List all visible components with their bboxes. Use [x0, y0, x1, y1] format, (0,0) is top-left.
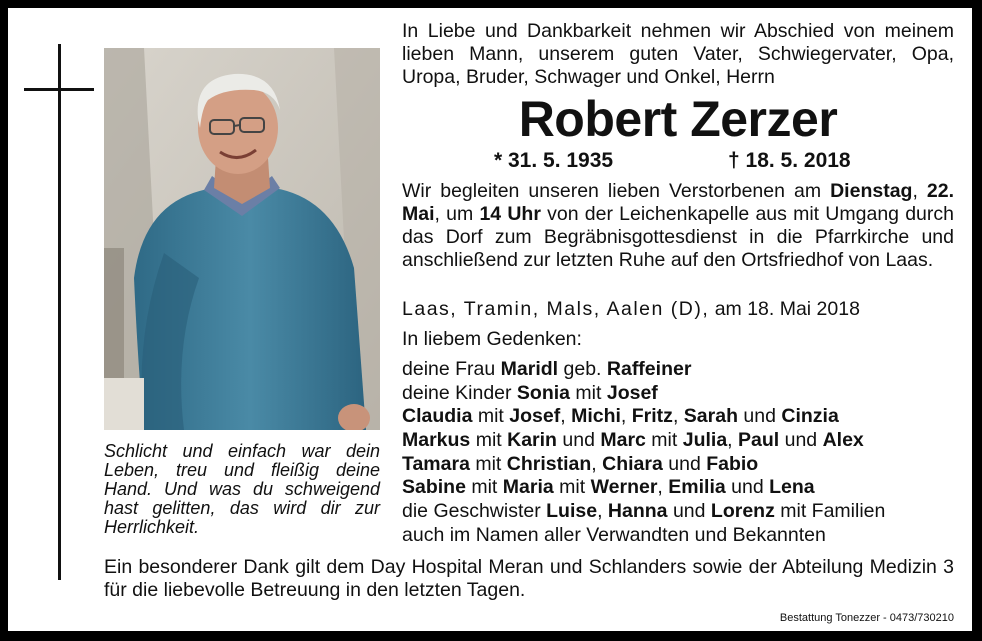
funeral-text: Wir begleiten unseren lieben Verstorbenen am [402, 180, 831, 202]
funeral-time: 14 Uhr [479, 203, 541, 225]
mourner-text: mit [465, 476, 503, 499]
cross-icon-bar [24, 88, 94, 91]
obituary-card [8, 8, 972, 631]
memory-heading: In liebem Gedenken: [402, 328, 582, 350]
mourner-name: Josef [509, 405, 561, 428]
undertaker-credit: Bestattung Tonezzer - 0473/730210 [779, 612, 954, 624]
mourner-line [402, 500, 954, 524]
thanks-text: Ein besonderer Dank gilt dem Day Hospital Meran und Schlanders sowie der Abteilung Medizin 3 für die liebevolle Betreuung in den letzten Tagen. [104, 556, 954, 601]
mourner-text: auch im Namen aller Verwandten und Bekannten [402, 523, 826, 546]
mourner-name: Maridl [500, 358, 559, 380]
mourner-text: , [597, 500, 608, 523]
mourner-name: Markus [402, 429, 471, 452]
announcement-date: am 18. Mai 2018 [714, 298, 860, 320]
mourner-line [402, 524, 954, 548]
portrait-photo [104, 48, 380, 430]
place-and-date [402, 298, 954, 321]
mourner-text: und [725, 476, 770, 499]
mourner-text: und [779, 429, 823, 452]
mourner-text: deine Kinder [402, 381, 517, 404]
mourner-name: Marc [600, 429, 646, 452]
intro-text: In Liebe und Dankbarkeit nehmen wir Abschied von meinem lieben Mann, unserem guten Vater, Schwiegervater, Opa, Uropa, Bruder, Schwager und Onkel, Herrn [402, 20, 954, 88]
mourner-text: und [737, 405, 782, 428]
mourner-name: Sarah [683, 405, 738, 428]
mourner-text: und [662, 452, 707, 475]
mourner-name: Werner [590, 476, 658, 499]
mourner-name: Julia [682, 429, 728, 452]
mourner-name: Fabio [706, 452, 759, 475]
mourner-line [402, 358, 954, 382]
mourner-text: mit [570, 381, 607, 404]
mourner-line [402, 405, 954, 429]
mourner-text: mit [553, 476, 591, 499]
mourner-name: Fritz [631, 405, 673, 428]
mourners-list [402, 358, 954, 548]
mourner-name: Lorenz [710, 500, 775, 523]
mourner-text: , [672, 405, 684, 428]
funeral-date: 22. Mai [402, 180, 954, 225]
mourner-name: Maria [502, 476, 554, 499]
mourner-name: Chiara [602, 452, 663, 475]
deceased-name: Robert Zerzer [518, 91, 838, 147]
funeral-text: , um [434, 203, 480, 225]
mourner-name: Luise [546, 500, 598, 523]
funeral-text: , [912, 180, 927, 202]
mourner-name: Sabine [402, 476, 466, 499]
mourner-line [402, 382, 954, 406]
mourner-line [402, 429, 954, 453]
memorial-poem: Schlicht und einfach war dein Leben, treu und fleißig deine Hand. Und was du schweigend hast gelitten, das wird dir zur Herrlichkeit. [104, 441, 380, 537]
mourner-line [402, 476, 954, 500]
mourner-name: Hanna [607, 500, 668, 523]
mourner-name: Karin [507, 429, 557, 452]
mourner-text: , [560, 405, 572, 428]
mourner-name: Michi [571, 405, 621, 428]
mourner-name: Christian [506, 452, 592, 475]
portrait-illustration [104, 48, 380, 430]
funeral-text: von der Leichenkapelle aus mit Umgang durch das Dorf zum Begräbnisgottesdienst in die Pfarrkirche und anschließend zur letzten Ruhe auf den Ortsfriedhof von Laas. [402, 203, 954, 271]
mourner-name: Paul [738, 429, 780, 452]
cross-icon [58, 44, 61, 580]
mourner-text: mit [470, 429, 508, 452]
mourner-name: Emilia [668, 476, 726, 499]
mourner-text: und [667, 500, 711, 523]
mourner-text: mit [645, 429, 683, 452]
mourner-text: , [657, 476, 669, 499]
mourner-text: , [591, 452, 603, 475]
mourner-name: Tamara [402, 452, 470, 475]
mourner-text: deine Frau [402, 358, 501, 380]
mourner-text: geb. [558, 358, 607, 380]
mourner-text: und [556, 429, 601, 452]
funeral-day: Dienstag [830, 180, 913, 202]
funeral-announcement [402, 180, 954, 272]
mourner-text: die Geschwister [402, 500, 547, 523]
mourner-line [402, 453, 954, 477]
mourner-text: mit Familien [774, 500, 886, 523]
mourner-name: Claudia [402, 405, 473, 428]
mourner-text: mit [469, 452, 507, 475]
towns: Laas, Tramin, Mals, Aalen (D), [402, 298, 710, 320]
mourner-text: mit [472, 405, 510, 428]
mourner-name: Sonia [516, 381, 571, 404]
birth-date: * 31. 5. 1935 [494, 149, 614, 172]
mourner-name: Alex [822, 429, 864, 452]
mourner-name: Raffeiner [606, 358, 692, 380]
death-date: † 18. 5. 2018 [728, 149, 851, 172]
mourner-text: , [727, 429, 739, 452]
mourner-text: , [620, 405, 632, 428]
mourner-name: Josef [606, 381, 658, 404]
mourner-name: Cinzia [781, 405, 839, 428]
mourner-name: Lena [769, 476, 815, 499]
